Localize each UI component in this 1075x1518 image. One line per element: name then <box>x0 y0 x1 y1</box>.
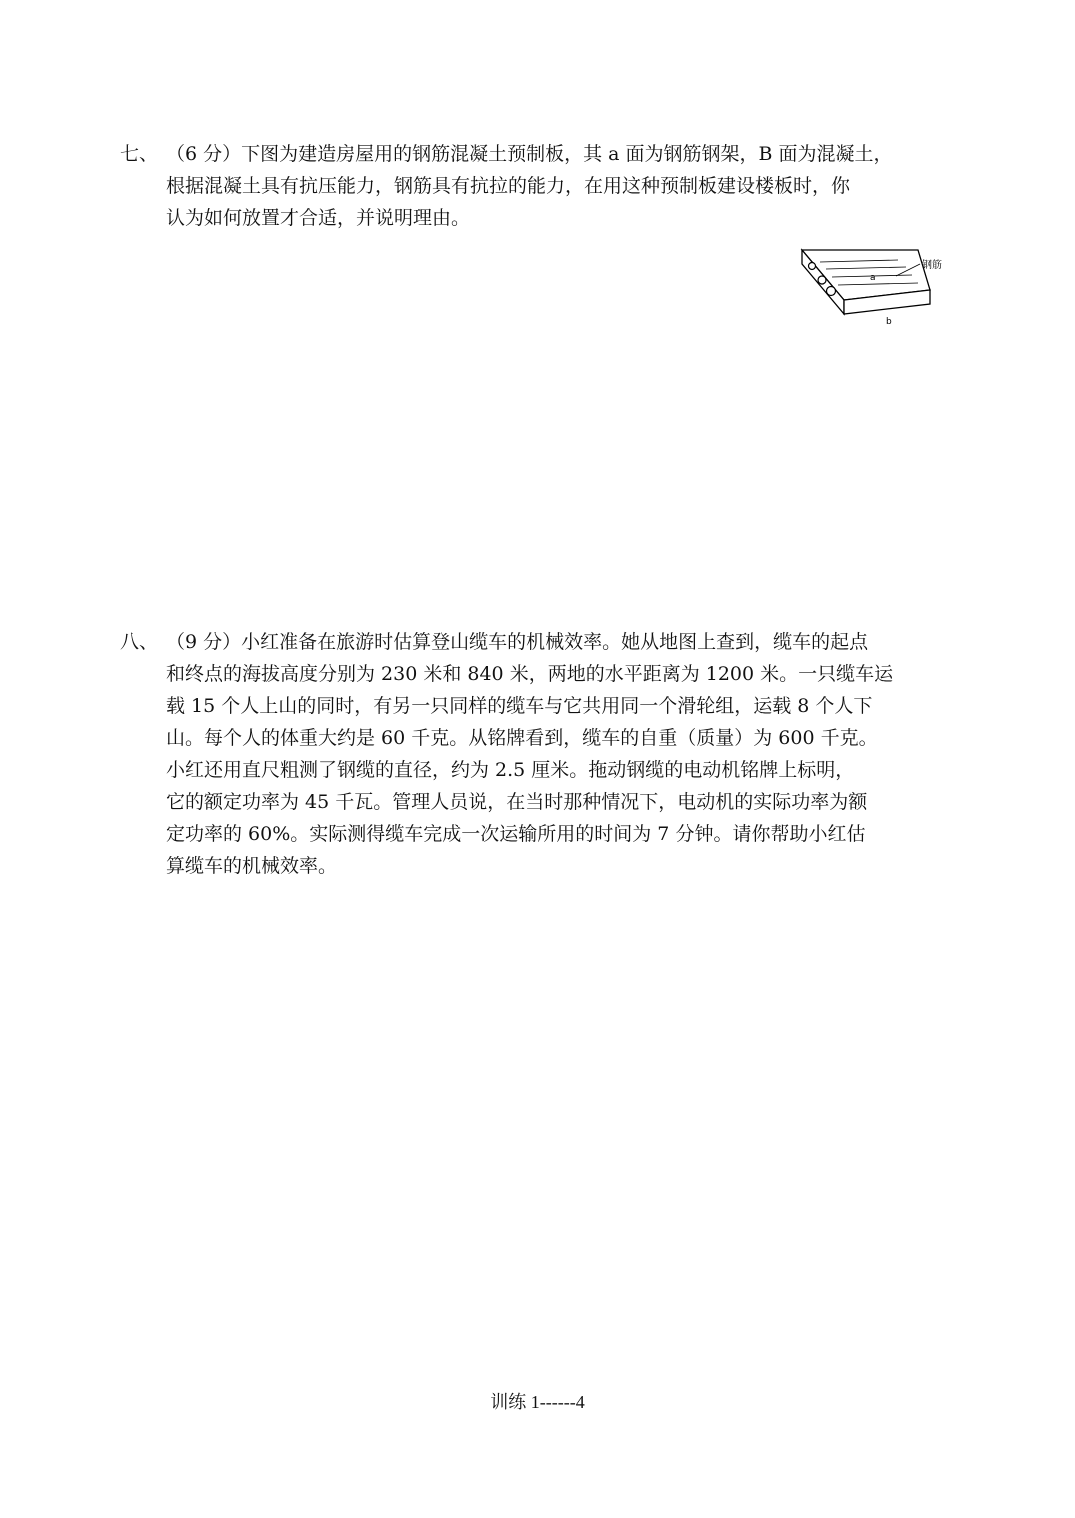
question-8-line-7: 定功率的 60%。实际测得缆车完成一次运输所用的时间为 7 分钟。请你帮助小红估 <box>166 823 866 845</box>
question-8-line-3: 载 15 个人上山的同时，有另一只同样的缆车与它共用同一个滑轮组，运载 8 个人下 <box>166 695 873 717</box>
question-7-text-1: （6 分）下图为建造房屋用的钢筋混凝土预制板，其 a 面为钢筋钢架，B 面为混凝土， <box>166 143 893 165</box>
rebar-label: 钢筋 <box>922 260 942 271</box>
question-7-line-3: 认为如何放置才合适，并说明理由。 <box>166 207 471 229</box>
slab-hole <box>809 263 816 270</box>
question-8-line-6: 它的额定功率为 45 千瓦。管理人员说，在当时那种情况下，电动机的实际功率为额 <box>166 791 868 813</box>
precast-slab-drawing <box>798 244 958 330</box>
slab-hole <box>827 287 836 296</box>
question-7 <box>120 138 960 234</box>
face-a-label: a <box>870 273 876 283</box>
question-7-line-1 <box>120 138 960 170</box>
question-7-line-2: 根据混凝土具有抗压能力，钢筋具有抗拉的能力，在用这种预制板建设楼板时，你 <box>166 175 851 197</box>
face-b-label: b <box>886 317 892 327</box>
question-8-number: 八、 <box>120 631 159 653</box>
precast-slab-figure <box>798 244 958 330</box>
question-8-line-1 <box>120 626 960 658</box>
question-8-text-1: （9 分）小红准备在旅游时估算登山缆车的机械效率。她从地图上查到，缆车的起点 <box>166 631 869 653</box>
question-8-line-2: 和终点的海拔高度分别为 230 米和 840 米，两地的水平距离为 1200 米。一只缆车运 <box>166 663 894 685</box>
slab-hole <box>818 276 826 284</box>
question-8 <box>120 626 960 882</box>
page-footer: 训练 1------4 <box>490 1392 585 1412</box>
question-8-line-4: 山。每个人的体重大约是 60 千克。从铭牌看到，缆车的自重（质量）为 600 千克。 <box>166 727 878 749</box>
question-8-line-5: 小红还用直尺粗测了钢缆的直径，约为 2.5 厘米。拖动钢缆的电动机铭牌上标明， <box>166 759 855 781</box>
question-7-number: 七、 <box>120 143 159 165</box>
question-8-line-8: 算缆车的机械效率。 <box>166 855 338 877</box>
